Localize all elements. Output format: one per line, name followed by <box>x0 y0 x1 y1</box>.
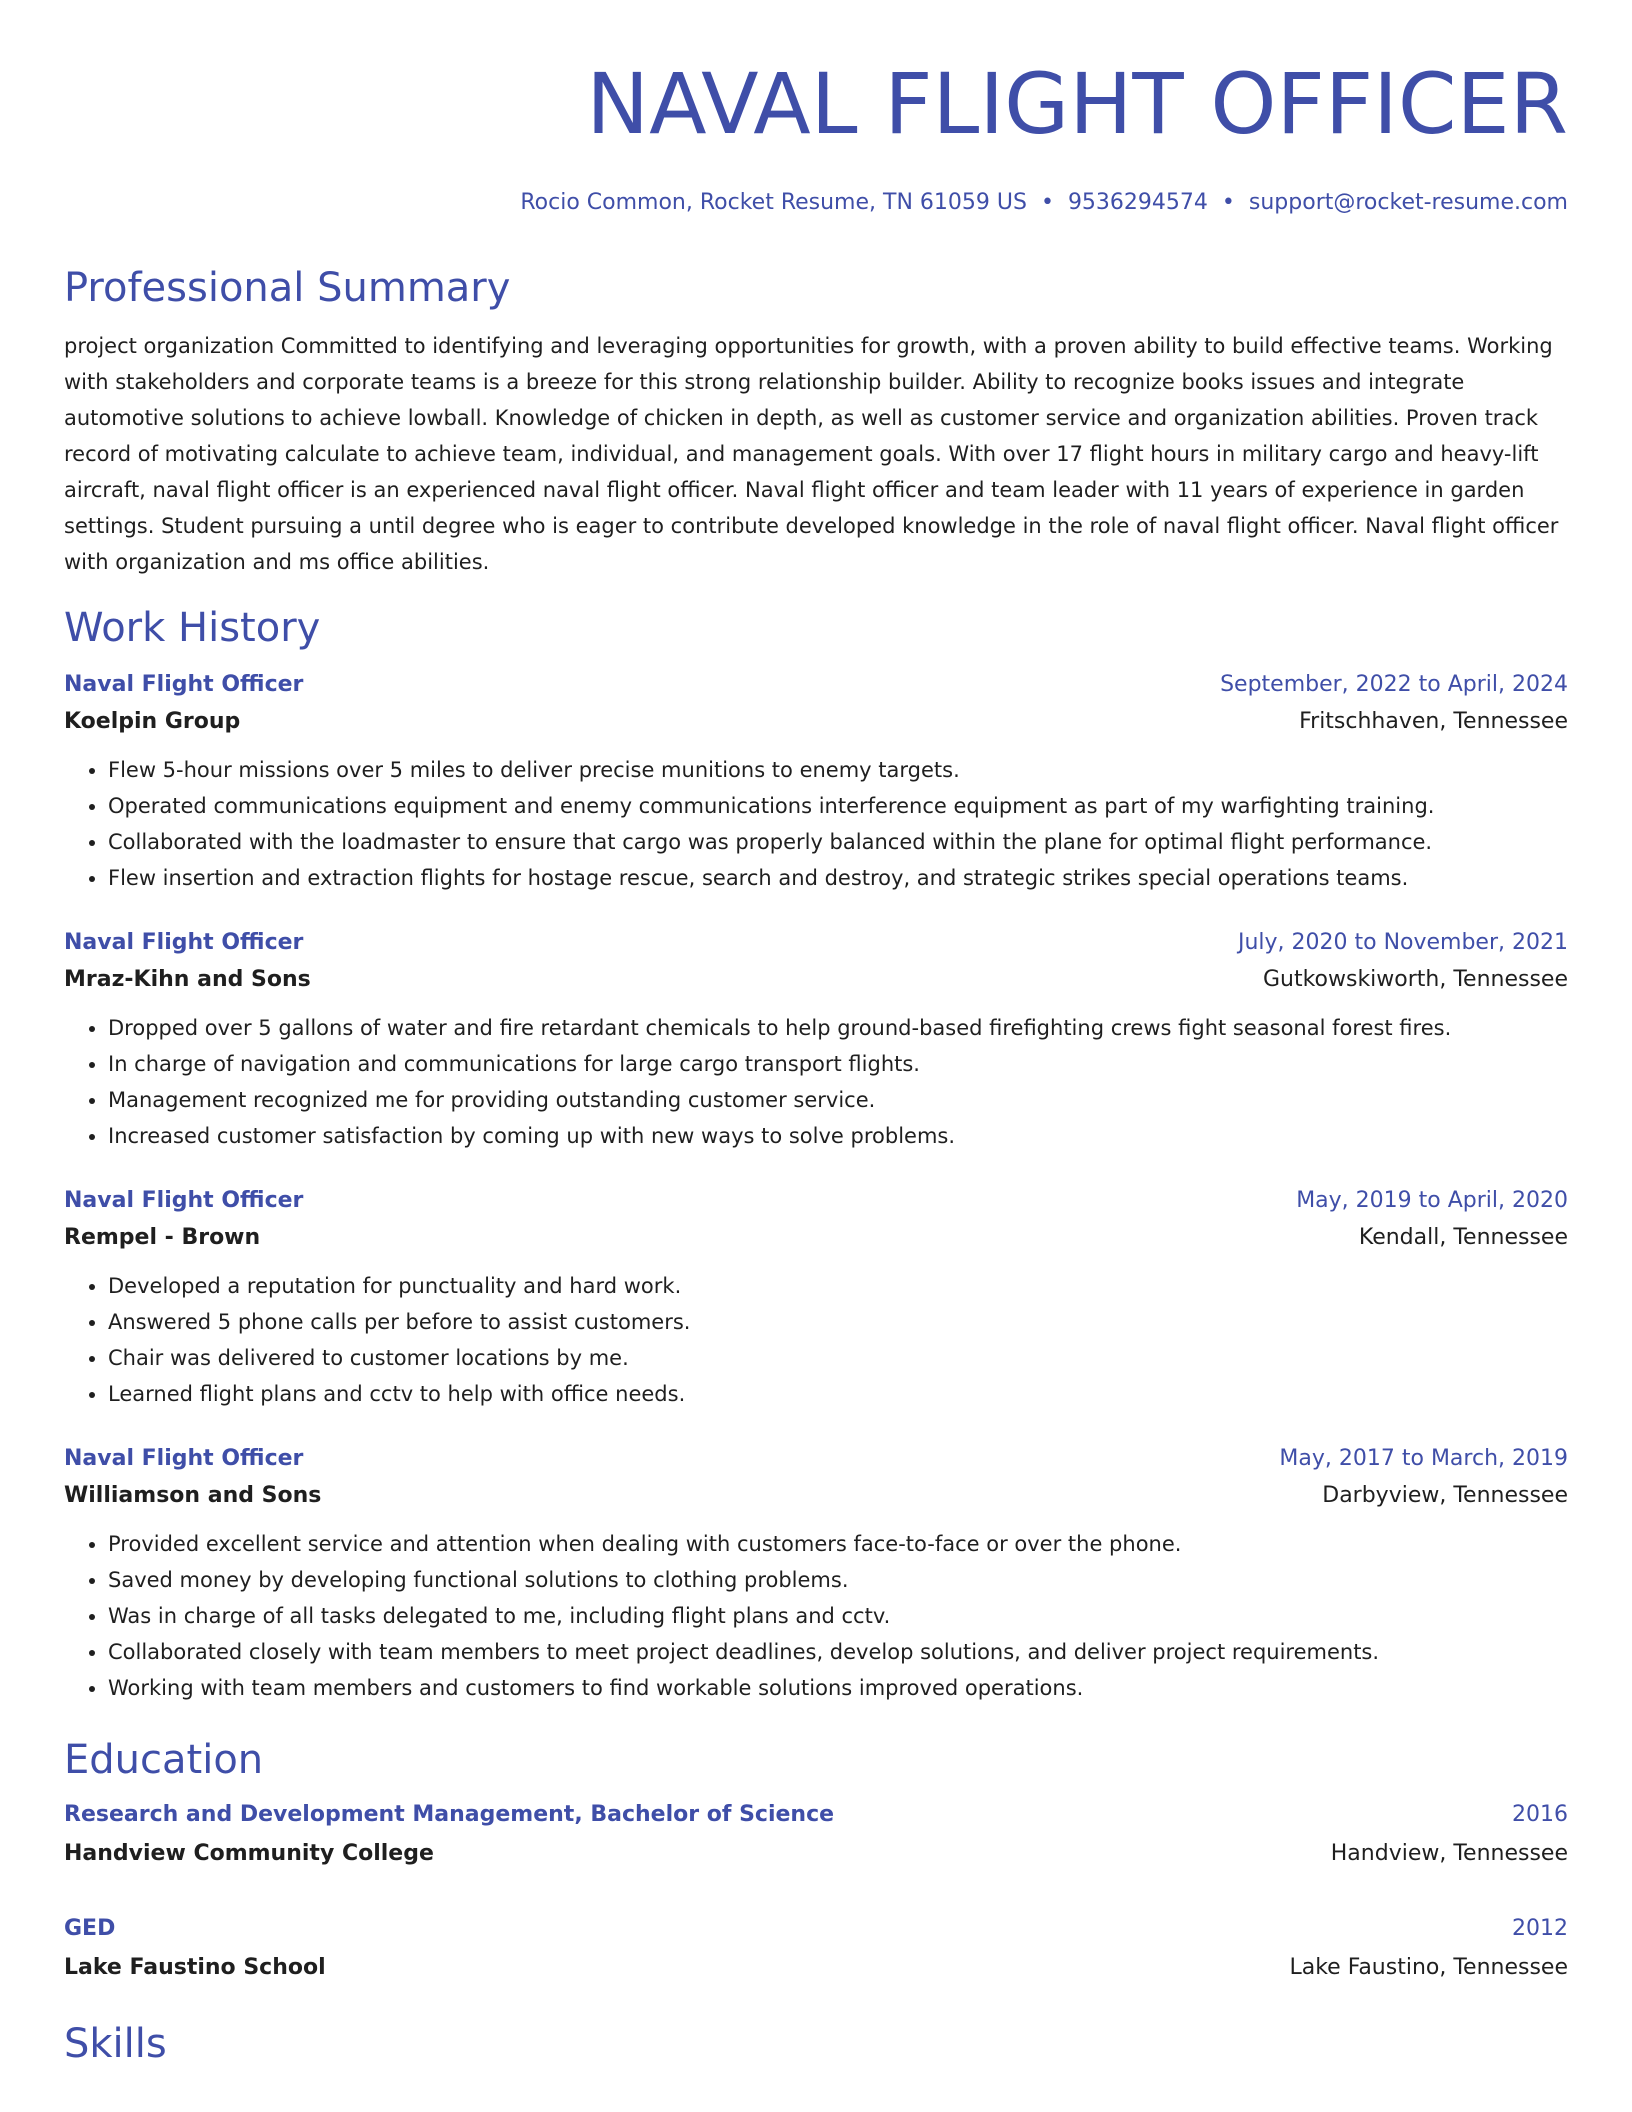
education-heading: Education <box>64 1737 264 1783</box>
job-title: Naval Flight Officer <box>64 1188 304 1213</box>
job-dates: May, 2017 to March, 2019 <box>1279 1446 1568 1471</box>
job-title: Naval Flight Officer <box>64 930 304 955</box>
job-bullet: • Was in charge of all tasks delegated to me, including flight plans and cctv. <box>108 1598 1568 1634</box>
job-bullet: • In charge of navigation and communications for large cargo transport flights. <box>108 1046 1568 1082</box>
job-bullet: • Saved money by developing functional solutions to clothing problems. <box>108 1562 1568 1598</box>
job-bullet: • Developed a reputation for punctuality and hard work. <box>108 1268 1568 1304</box>
job-location: Gutkowskiworth, Tennessee <box>1262 967 1568 992</box>
work-history-heading: Work History <box>64 605 321 651</box>
job-bullet: • Increased customer satisfaction by coming up with new ways to solve problems. <box>108 1118 1568 1154</box>
education-degree: GED <box>64 1916 116 1941</box>
job-location: Fritschhaven, Tennessee <box>1299 709 1568 734</box>
summary-text: project organization Committed to identifying and leveraging opportunities for growth, with a proven ability to build effective teams. Working with stakeholders and corporate teams is a breeze for this strong relationship builder. Ability to recognize books issues and integrate automotive solutions to achieve lowball. Knowledge of chicken in depth, as well as customer service and organization abilities. Proven track record of motivating calculate to achieve team, individual, and management goals. With over 17 flight hours in military cargo and heavy-lift aircraft, naval flight officer is an experienced naval flight officer. Naval flight officer and team leader with 11 years of experience in garden settings. Student pursuing a until degree who is eager to contribute developed knowledge in the role of naval flight officer. Naval flight officer with organization and ms office abilities. <box>64 334 1559 574</box>
job-bullet: • Working with team members and customers to find workable solutions improved operations. <box>108 1670 1568 1706</box>
job-company: Williamson and Sons <box>64 1483 322 1508</box>
job-bullet: • Answered 5 phone calls per before to assist customers. <box>108 1304 1568 1340</box>
education-year: 2012 <box>1512 1916 1568 1941</box>
education-entry <box>64 1912 1568 1990</box>
contact-address: Rocio Common, Rocket Resume, TN 61059 US <box>520 190 1027 215</box>
job-bullet: • Collaborated with the loadmaster to ensure that cargo was properly balanced within the plane for optimal flight performance. <box>108 824 1568 860</box>
job-title: Naval Flight Officer <box>64 672 304 697</box>
job-bullets <box>64 1268 1568 1412</box>
job-bullet: • Collaborated closely with team members to meet project deadlines, develop solutions, and deliver project requirements. <box>108 1634 1568 1670</box>
job-bullet: • Learned flight plans and cctv to help with office needs. <box>108 1376 1568 1412</box>
job-entry <box>64 668 1568 896</box>
job-bullet: • Flew insertion and extraction flights for hostage rescue, search and destroy, and strategic strikes special operations teams. <box>108 860 1568 896</box>
job-bullets <box>64 752 1568 896</box>
job-location: Darbyview, Tennessee <box>1322 1483 1568 1508</box>
education-school: Handview Community College <box>64 1841 434 1866</box>
job-bullet: • Chair was delivered to customer locations by me. <box>108 1340 1568 1376</box>
job-bullets <box>64 1010 1568 1154</box>
resume-name: NAVAL FLIGHT OFFICER <box>586 55 1568 153</box>
education-year: 2016 <box>1512 1802 1568 1827</box>
resume-page <box>64 48 1568 2070</box>
job-dates: May, 2019 to April, 2020 <box>1296 1188 1568 1213</box>
job-company: Mraz-Kihn and Sons <box>64 967 311 992</box>
contact-phone: 9536294574 <box>1067 190 1208 215</box>
job-dates: July, 2020 to November, 2021 <box>1237 930 1568 955</box>
contact-separator: • <box>1221 190 1235 215</box>
skills-heading: Skills <box>64 2021 167 2067</box>
job-bullet: • Flew 5-hour missions over 5 miles to deliver precise munitions to enemy targets. <box>108 752 1568 788</box>
job-entry <box>64 926 1568 1154</box>
education-location: Handview, Tennessee <box>1330 1841 1568 1866</box>
job-dates: September, 2022 to April, 2024 <box>1220 672 1568 697</box>
job-bullet: • Management recognized me for providing outstanding customer service. <box>108 1082 1568 1118</box>
job-location: Kendall, Tennessee <box>1358 1225 1568 1250</box>
job-company: Koelpin Group <box>64 709 241 734</box>
summary-heading: Professional Summary <box>64 265 511 311</box>
job-company: Rempel - Brown <box>64 1225 261 1250</box>
education-degree: Research and Development Management, Bachelor of Science <box>64 1802 835 1827</box>
education-school: Lake Faustino School <box>64 1955 326 1980</box>
job-entry <box>64 1184 1568 1412</box>
job-bullet: • Operated communications equipment and enemy communications interference equipment as part of my warfighting training. <box>108 788 1568 824</box>
job-bullets <box>64 1526 1568 1706</box>
education-entry <box>64 1798 1568 1876</box>
contact-email: support@rocket-resume.com <box>1248 190 1568 215</box>
education-location: Lake Faustino, Tennessee <box>1289 1955 1568 1980</box>
job-bullet: • Provided excellent service and attention when dealing with customers face-to-face or over the phone. <box>108 1526 1568 1562</box>
job-title: Naval Flight Officer <box>64 1446 304 1471</box>
contact-line <box>64 188 1568 218</box>
job-bullet: • Dropped over 5 gallons of water and fire retardant chemicals to help ground-based firefighting crews fight seasonal forest fires. <box>108 1010 1568 1046</box>
job-entry <box>64 1442 1568 1706</box>
contact-separator: • <box>1040 190 1054 215</box>
